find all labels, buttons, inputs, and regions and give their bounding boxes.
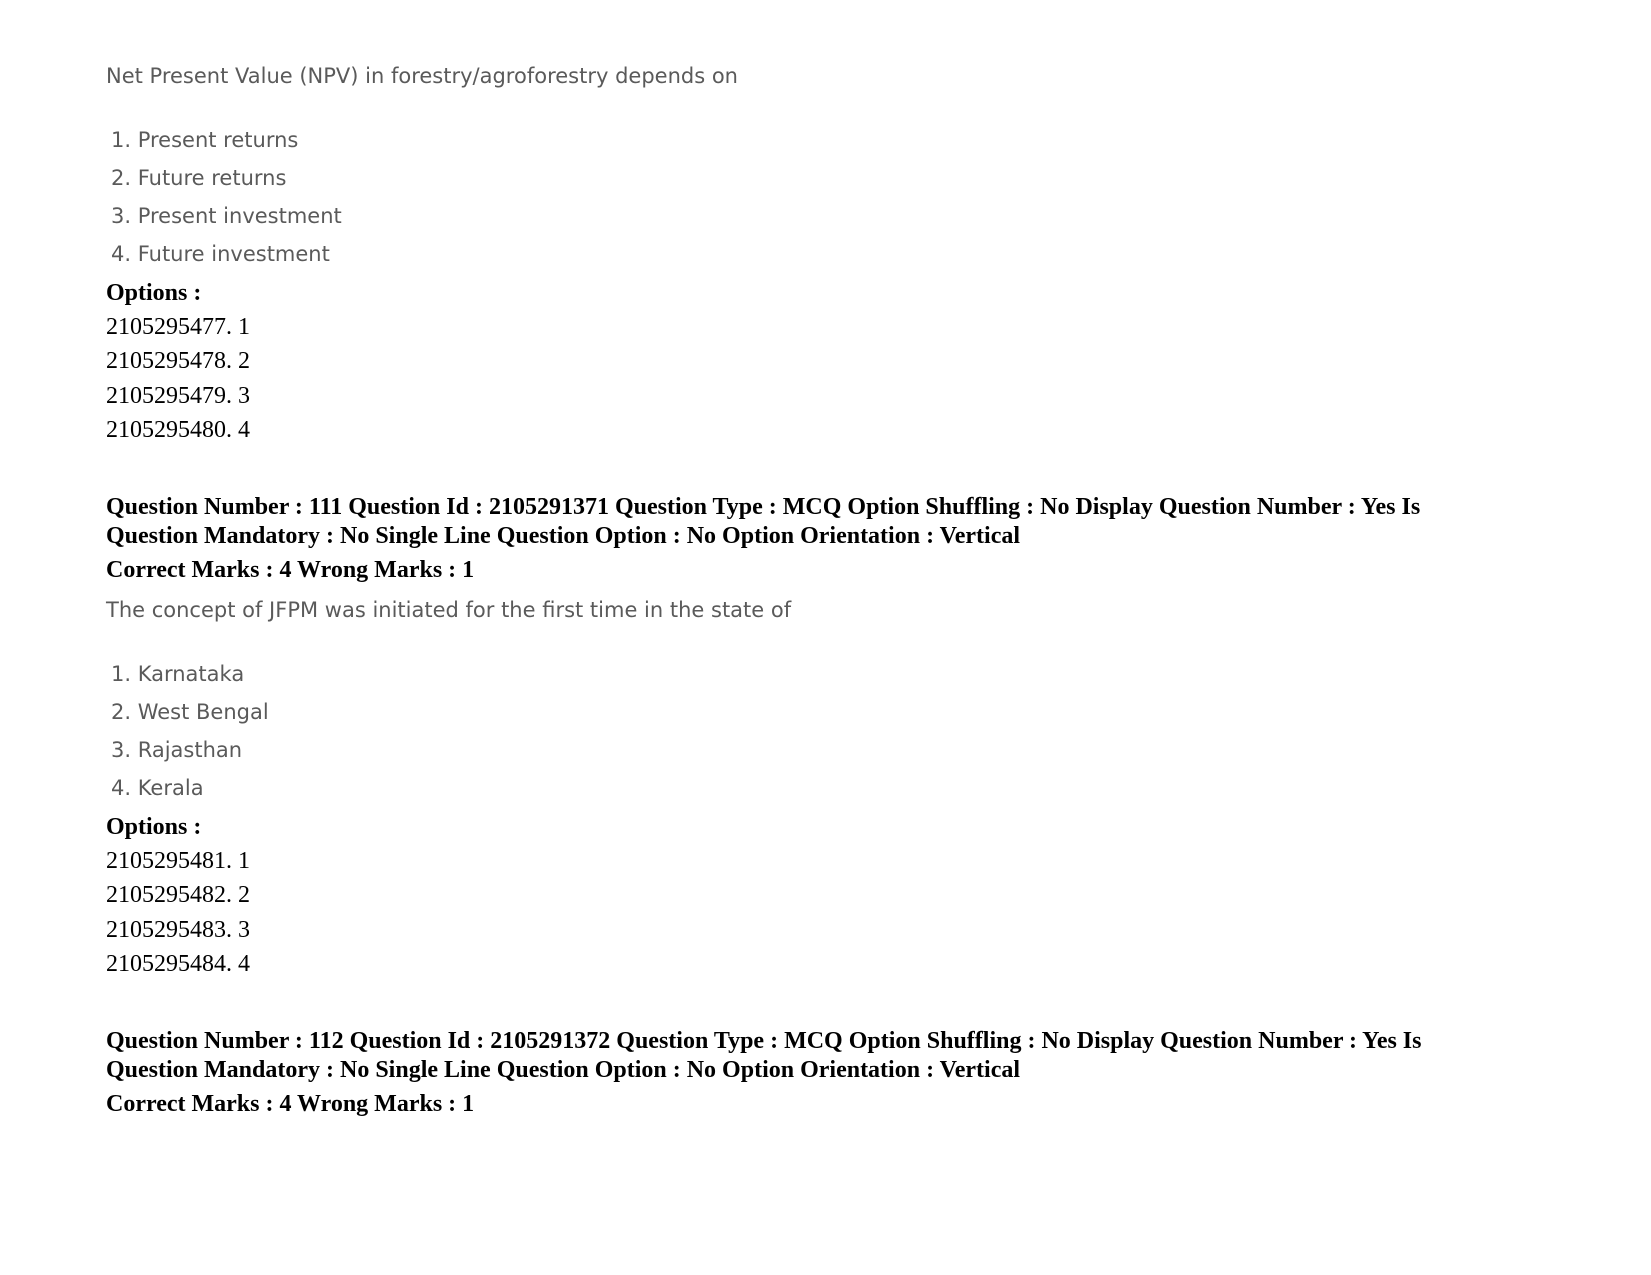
option-item: 2105295478. 2 — [106, 348, 250, 374]
options-heading: Options : — [106, 814, 202, 840]
option-item: 2105295481. 1 — [106, 848, 250, 874]
question-meta: Question Number : 111 Question Id : 2105291371 Question Type : MCQ Option Shuffling : No Display Question Number : Yes Is — [106, 494, 1421, 520]
statement-item: 2. Future returns — [111, 166, 287, 190]
statement-item: 2. West Bengal — [111, 700, 269, 724]
option-item: 2105295483. 3 — [106, 917, 250, 943]
option-item: 2105295482. 2 — [106, 882, 250, 908]
question-meta: Question Number : 112 Question Id : 2105291372 Question Type : MCQ Option Shuffling : No Display Question Number : Yes Is — [106, 1028, 1422, 1054]
question-meta: Question Mandatory : No Single Line Question Option : No Option Orientation : Vertical — [106, 523, 1021, 549]
option-item: 2105295480. 4 — [106, 417, 250, 443]
statement-item: 4. Future investment — [111, 242, 330, 266]
question-stem: Net Present Value (NPV) in forestry/agroforestry depends on — [106, 64, 738, 88]
options-heading: Options : — [106, 280, 202, 306]
option-item: 2105295477. 1 — [106, 314, 250, 340]
question-meta: Question Mandatory : No Single Line Question Option : No Option Orientation : Vertical — [106, 1057, 1021, 1083]
question-marks: Correct Marks : 4 Wrong Marks : 1 — [106, 1091, 475, 1117]
question-marks: Correct Marks : 4 Wrong Marks : 1 — [106, 557, 475, 583]
statement-item: 3. Present investment — [111, 204, 342, 228]
statement-item: 3. Rajasthan — [111, 738, 243, 762]
option-item: 2105295479. 3 — [106, 383, 250, 409]
statement-item: 4. Kerala — [111, 776, 204, 800]
option-item: 2105295484. 4 — [106, 951, 250, 977]
statement-item: 1. Karnataka — [111, 662, 245, 686]
statement-item: 1. Present returns — [111, 128, 299, 152]
question-stem: The concept of JFPM was initiated for the first time in the state of — [106, 598, 792, 622]
